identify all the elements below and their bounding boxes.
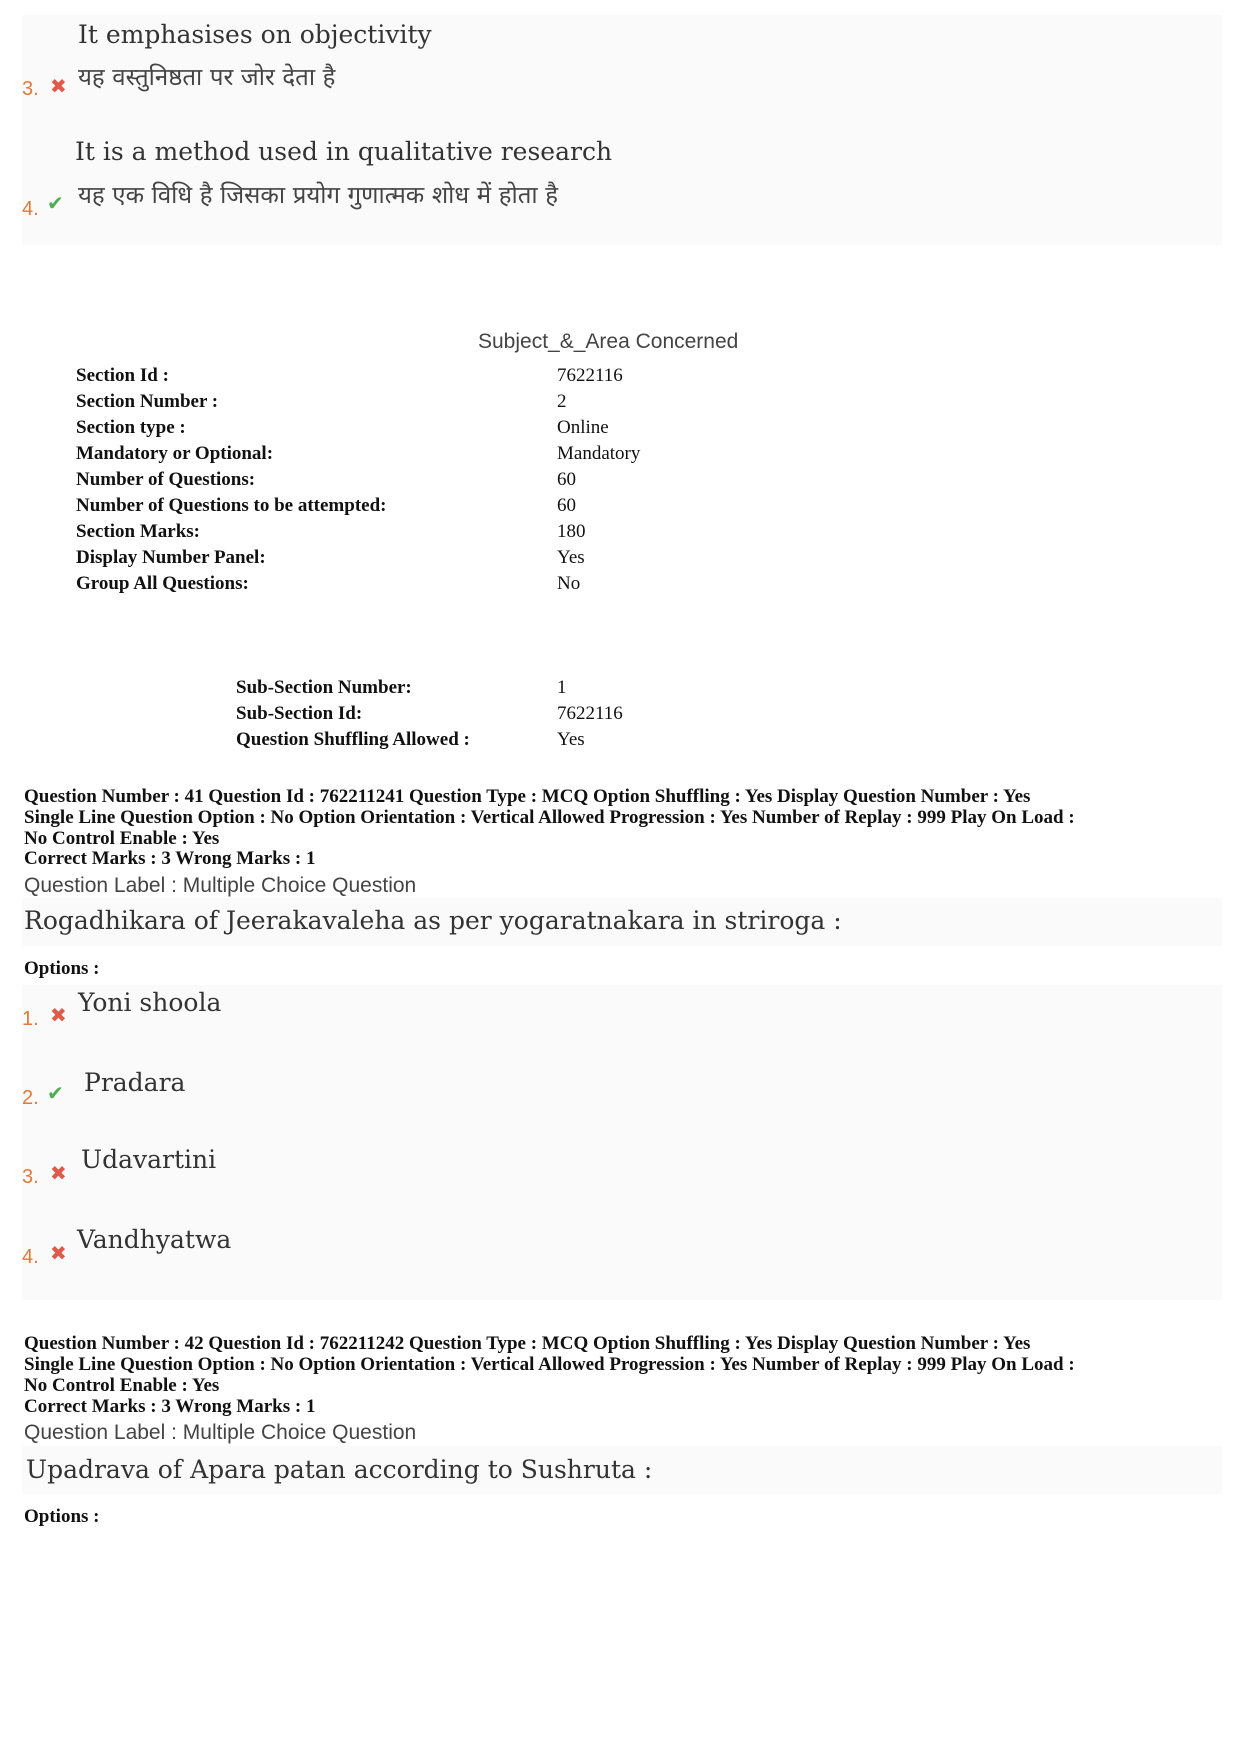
section-value: 7622116	[557, 365, 623, 386]
question-41-option-3-number: 3.	[22, 1166, 39, 1188]
check-icon: ✔	[47, 1081, 64, 1105]
section-title: Subject_&_Area Concerned	[478, 330, 739, 353]
question-42-label: Question Label : Multiple Choice Question	[24, 1421, 417, 1444]
subsection-label: Sub-Section Id:	[236, 703, 363, 724]
prev-option-3-text-hi: यह वस्तुनिष्ठता पर जोर देता है	[78, 63, 336, 91]
prev-option-3-number: 3.	[22, 78, 39, 100]
section-value: 60	[557, 495, 576, 516]
question-42-marks: Correct Marks : 3 Wrong Marks : 1	[24, 1396, 316, 1417]
question-41-label: Question Label : Multiple Choice Question	[24, 874, 417, 897]
section-label: Mandatory or Optional:	[76, 443, 274, 464]
section-label: Section Number :	[76, 391, 219, 412]
question-42-meta	[24, 1333, 1224, 1396]
question-41-option-4-text: Vandhyatwa	[77, 1225, 232, 1254]
section-value: 2	[557, 391, 567, 412]
section-value: No	[557, 573, 581, 594]
question-meta-line: Single Line Question Option : No Option Orientation : Vertical Allowed Progression : Yes Number of Replay : 999 Play On Load :	[24, 1354, 1075, 1375]
question-meta-line: Question Number : 41 Question Id : 762211241 Question Type : MCQ Option Shuffling : Yes Display Question Number : Yes	[24, 786, 1031, 807]
prev-option-4-text-hi: यह एक विधि है जिसका प्रयोग गुणात्मक शोध में होता है	[78, 181, 558, 209]
question-41-option-1-number: 1.	[22, 1008, 39, 1030]
section-label: Number of Questions to be attempted:	[76, 495, 387, 516]
question-meta-line: Single Line Question Option : No Option Orientation : Vertical Allowed Progression : Yes Number of Replay : 999 Play On Load :	[24, 807, 1075, 828]
subsection-value: Yes	[557, 729, 585, 750]
prev-option-4-text-en: It is a method used in qualitative research	[75, 137, 613, 166]
subsection-value: 1	[557, 677, 567, 698]
question-meta-line: No Control Enable : Yes	[24, 828, 220, 849]
section-label: Group All Questions:	[76, 573, 249, 594]
section-label: Section Id :	[76, 365, 169, 386]
section-label: Section type :	[76, 417, 186, 438]
question-41-options-label: Options :	[24, 958, 100, 979]
cross-icon: ✖	[50, 1241, 67, 1265]
subsection-label: Sub-Section Number:	[236, 677, 412, 698]
section-value: 60	[557, 469, 576, 490]
subsection-value: 7622116	[557, 703, 623, 724]
subsection-label: Question Shuffling Allowed :	[236, 729, 470, 750]
cross-icon: ✖	[50, 1003, 67, 1027]
cross-icon: ✖	[50, 1161, 67, 1185]
question-41-option-3-text: Udavartini	[81, 1145, 217, 1174]
question-41-text: Rogadhikara of Jeerakavaleha as per yogaratnakara in striroga :	[24, 906, 842, 935]
question-41-marks: Correct Marks : 3 Wrong Marks : 1	[24, 848, 316, 869]
section-value: Yes	[557, 547, 585, 568]
question-meta-line: Question Number : 42 Question Id : 762211242 Question Type : MCQ Option Shuffling : Yes Display Question Number : Yes	[24, 1333, 1031, 1354]
prev-option-3-text-en: It emphasises on objectivity	[78, 20, 432, 49]
question-41-option-2-text: Pradara	[84, 1068, 186, 1097]
prev-option-4-number: 4.	[22, 198, 39, 220]
question-41-option-4-number: 4.	[22, 1246, 39, 1268]
question-41-option-1-text: Yoni shoola	[78, 988, 222, 1017]
check-icon: ✔	[47, 191, 64, 215]
section-label: Number of Questions:	[76, 469, 256, 490]
section-label: Section Marks:	[76, 521, 201, 542]
question-42-options-label: Options :	[24, 1506, 100, 1527]
cross-icon: ✖	[50, 74, 67, 98]
section-value: Mandatory	[557, 443, 641, 464]
question-41-meta	[24, 786, 1224, 849]
question-42-text: Upadrava of Apara patan according to Sushruta :	[26, 1455, 653, 1484]
section-label: Display Number Panel:	[76, 547, 266, 568]
section-value: Online	[557, 417, 609, 438]
question-41-option-2-number: 2.	[22, 1087, 39, 1109]
question-meta-line: No Control Enable : Yes	[24, 1375, 220, 1396]
section-value: 180	[557, 521, 586, 542]
